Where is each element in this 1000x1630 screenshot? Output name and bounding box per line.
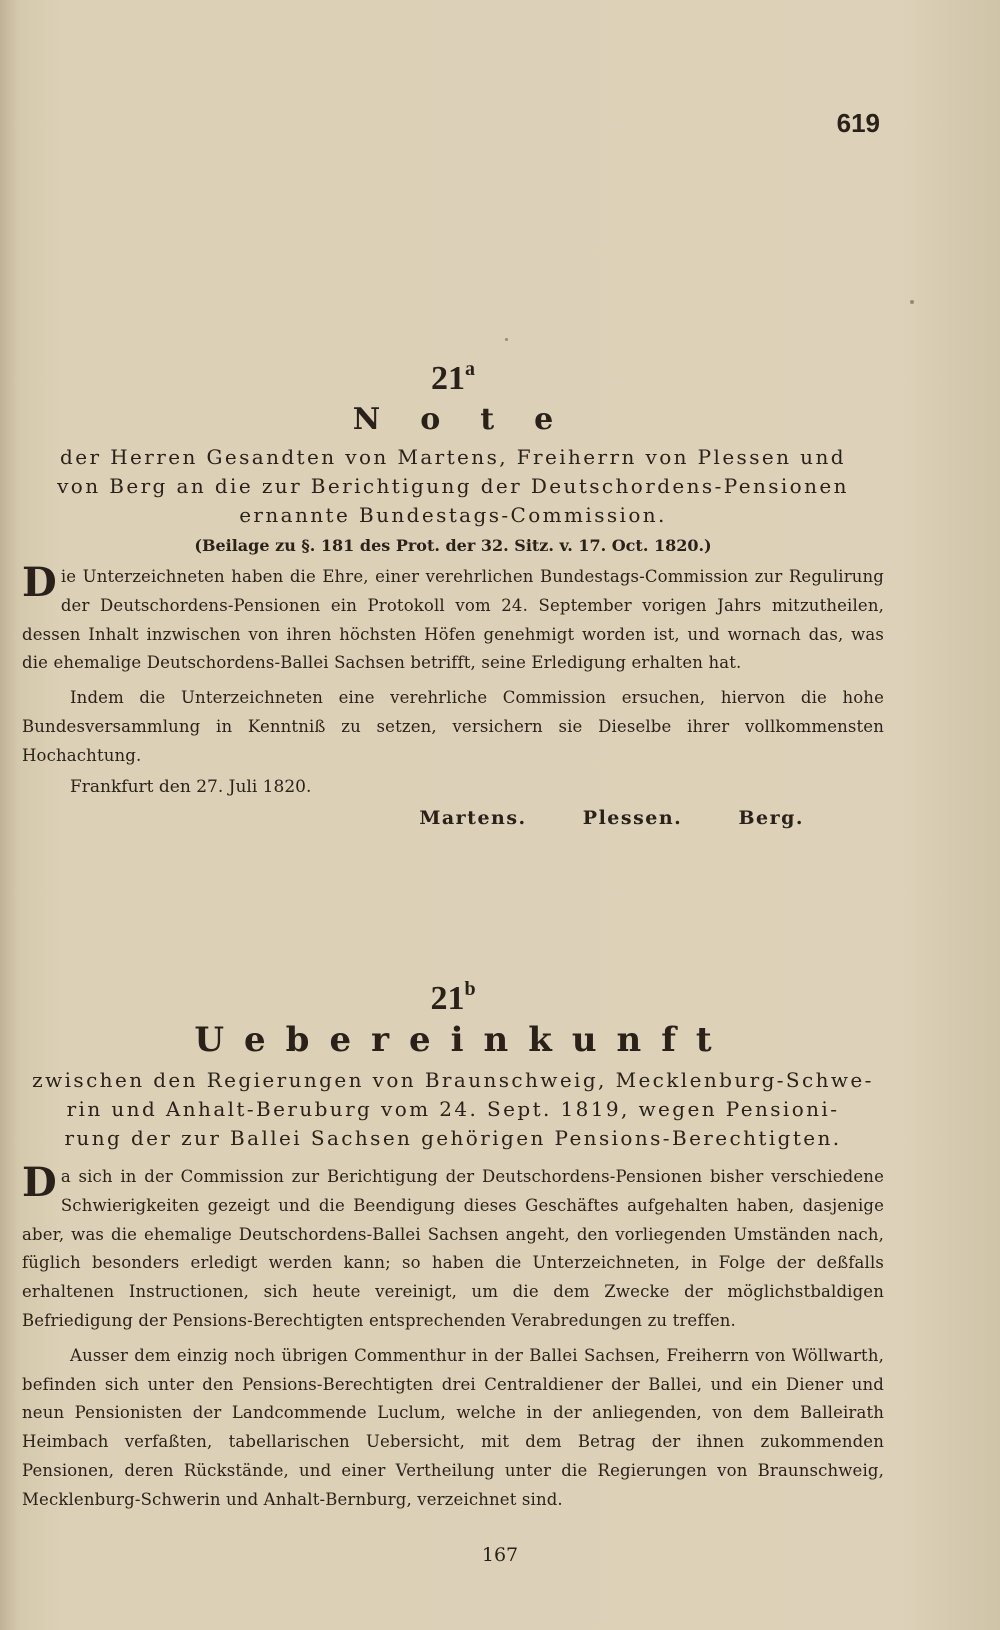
section-a-title: Note — [352, 402, 594, 437]
section-b-subtitle-line: zwischen den Regierungen von Braunschweig, Mecklenburg-Schwe- — [32, 1068, 874, 1092]
section-b-number — [22, 980, 884, 1018]
section-b-title: Uebereinkunft — [194, 1020, 732, 1060]
page-number: 619 — [836, 108, 880, 138]
section-b-number-sup: b — [464, 978, 476, 1000]
signature-plessen: Plessen. — [582, 806, 683, 829]
section-b-paragraph-1: Da sich in der Commission zur Berichtigung der Deutschordens-Pensionen bisher verschiedene Schwierigkeiten gezeigt und die Beendigung dieses Geschäftes aufgehalten haben, dasjenige aber, was die ehemalige Deutschordens-Ballei Sachsen angeht, den vorliegenden Umständen nach, füglich besonders erledigt werden kann; so haben die Unterzeichneten, in Folge der deßfalls erhaltenen Instructionen, sich heute vereinigt, um die dem Zwecke der möglichstbaldigen Befriedigung der Pensions-Berechtigten entsprechenden Verabredungen zu treffen. — [22, 1159, 884, 1330]
section-a-number-sup: a — [465, 358, 475, 380]
section-b-subtitle — [22, 1066, 884, 1153]
section-b-subtitle-line: rung der zur Ballei Sachsen gehörigen Pensions-Berechtigten. — [64, 1126, 842, 1150]
signature-martens: Martens. — [419, 806, 527, 829]
section-a-number-main: 21 — [431, 360, 465, 397]
section-b-number-main: 21 — [430, 980, 465, 1017]
footer-signature-number: 167 — [481, 1544, 519, 1566]
section-a-subtitle-line: der Herren Gesandten von Martens, Freiherrn von Plessen und — [60, 445, 846, 469]
section-b — [22, 980, 884, 1515]
scan-speck — [910, 300, 914, 304]
section-a-annex-note: (Beilage zu §. 181 des Prot. der 32. Sitz. v. 17. Oct. 1820.) — [194, 536, 712, 555]
section-a-date-line: Frankfurt den 27. Juli 1820. — [70, 776, 312, 797]
section-a-subtitle — [22, 443, 884, 530]
section-b-subtitle-line: rin und Anhalt-Beruburg vom 24. Sept. 1819, wegen Pensioni- — [66, 1097, 840, 1121]
section-a — [22, 360, 884, 829]
section-a-number — [22, 360, 884, 398]
section-a-subtitle-line: ernannte Bundestags-Commission. — [239, 503, 667, 527]
section-a-paragraph-2: Indem die Unterzeichneten eine verehrliche Commission ersuchen, hiervon die hohe Bundesversammlung in Kenntniß zu setzen, versichern sie Dieselbe ihrer vollkommensten Hochachtung. — [22, 688, 884, 765]
section-a-subtitle-line: von Berg an die zur Berichtigung der Deutschordens-Pensionen — [57, 474, 849, 498]
scan-speck — [505, 338, 508, 341]
section-a-signatures — [22, 807, 884, 829]
section-b-paragraph-2: Ausser dem einzig noch übrigen Commenthur in der Ballei Sachsen, Freiherrn von Wöllwarth, befinden sich unter den Pensions-Berechtigten drei Centraldiener der Ballei, und ein Diener und neun Pensionisten der Landcommende Luclum, welche in der anliegenden, von dem Balleirath Heimbach verfaßten, tabellarischen Uebersicht, mit dem Betrag der ihnen zukommenden Pensionen, deren Rückstände, und einer Vertheilung unter die Regierungen von Braunschweig, Mecklenburg-Schwerin und Anhalt-Bernburg, verzeichnet sind. — [22, 1345, 884, 1509]
section-a-paragraph-1: Die Unterzeichneten haben die Ehre, einer verehrlichen Bundestags-Commission zur Regulirung der Deutschordens-Pensionen ein Protokoll vom 24. September vorigen Jahrs mitzutheilen, dessen Inhalt inzwischen von ihren höchsten Höfen genehmigt worden ist, und wornach das, was die ehemalige Deutschordens-Ballei Sachsen betrifft, seine Erledigung erhalten hat. — [22, 559, 884, 673]
signature-berg: Berg. — [738, 806, 804, 829]
